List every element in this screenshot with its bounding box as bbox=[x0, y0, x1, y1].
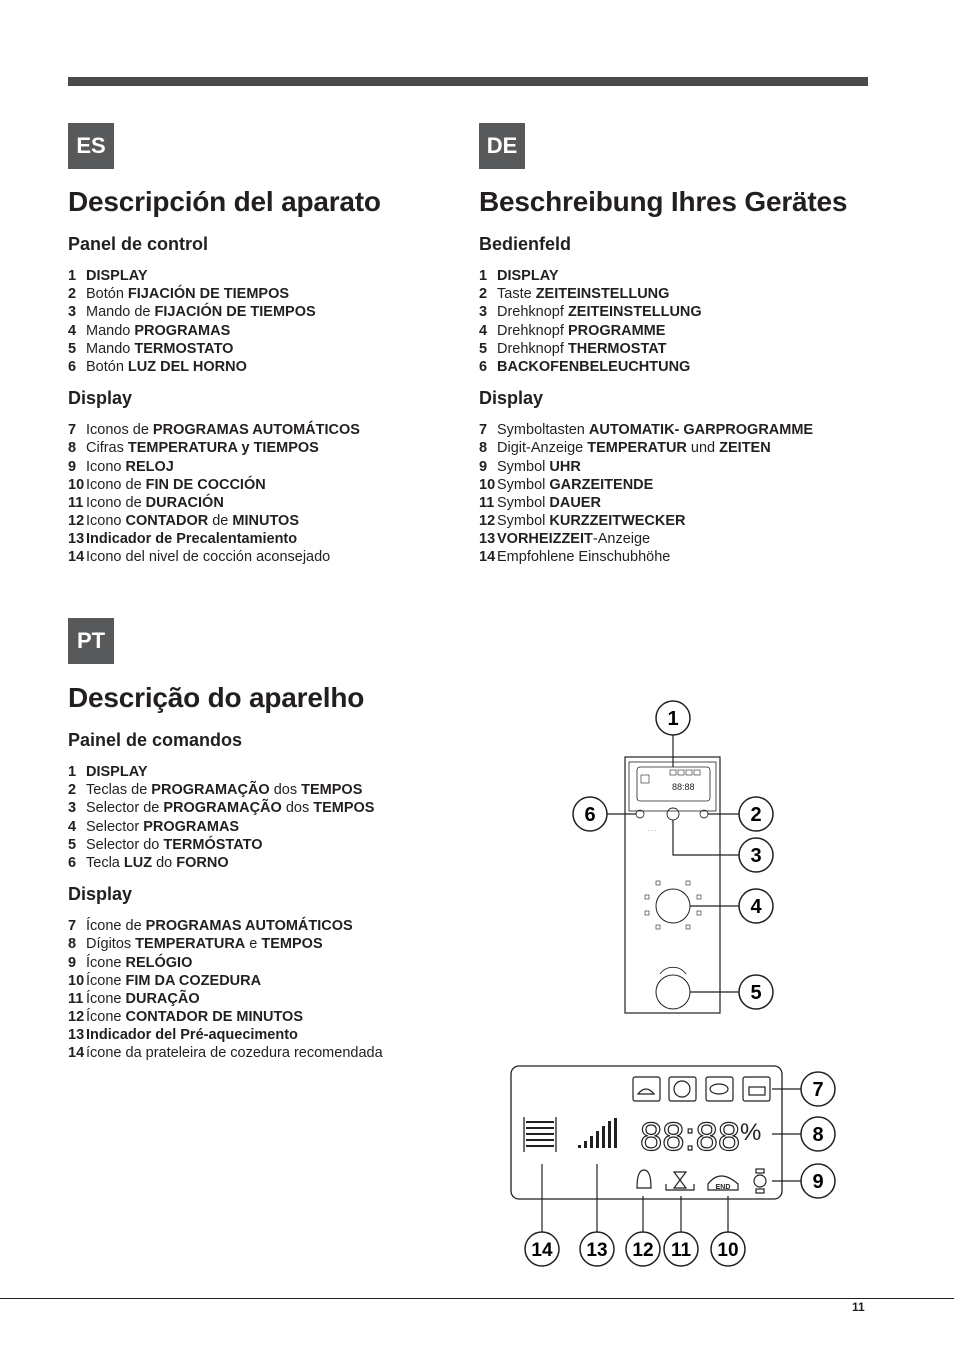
item-text: Icono bbox=[86, 458, 126, 475]
item-text: dos bbox=[281, 800, 314, 817]
item-number: 11 bbox=[479, 494, 495, 511]
callout-5 bbox=[739, 975, 773, 1009]
item-text: CONTADOR bbox=[125, 513, 209, 530]
callout-12 bbox=[626, 1232, 660, 1266]
item-text: TERMOSTATO bbox=[134, 340, 234, 357]
display-heading-pt: Display bbox=[68, 884, 133, 905]
list-item bbox=[68, 340, 468, 358]
list-item bbox=[68, 763, 468, 781]
item-text: FIJACIÓN DE TIEMPOS bbox=[154, 304, 316, 321]
item-text: Teclas de bbox=[86, 782, 152, 799]
item-number: 3 bbox=[479, 304, 488, 321]
item-text: Empfohlene Einschubhöhe bbox=[497, 549, 671, 566]
display-list-es bbox=[68, 421, 468, 567]
list-item bbox=[68, 476, 468, 494]
list-item bbox=[479, 548, 879, 566]
list-item bbox=[479, 512, 879, 530]
list-item bbox=[479, 476, 879, 494]
item-text: Symbol bbox=[497, 458, 550, 475]
item-text: Icono de bbox=[86, 494, 146, 511]
svg-text:3: 3 bbox=[750, 845, 762, 867]
item-text: TEMPERATURA y TIEMPOS bbox=[127, 440, 319, 457]
panel-heading-de: Bedienfeld bbox=[479, 234, 572, 254]
panel-list-de bbox=[479, 267, 879, 376]
item-text: Selector do bbox=[86, 836, 164, 853]
item-text: PROGRAMME bbox=[567, 322, 666, 339]
item-number: 13 bbox=[479, 531, 496, 548]
section-de bbox=[479, 186, 879, 567]
item-number: 9 bbox=[68, 954, 77, 971]
item-text: Selector de bbox=[86, 800, 164, 817]
list-item bbox=[68, 799, 468, 817]
item-text: dos bbox=[269, 782, 302, 799]
list-item bbox=[68, 458, 468, 476]
item-text: THERMOSTAT bbox=[567, 340, 667, 357]
item-number: 14 bbox=[68, 1045, 85, 1062]
item-text: Symbol bbox=[497, 494, 550, 511]
item-number: 4 bbox=[68, 818, 77, 835]
item-number: 1 bbox=[479, 268, 488, 284]
item-number: 8 bbox=[68, 936, 77, 953]
item-text: DURACIÓN bbox=[145, 494, 224, 511]
item-text: PROGRAMAÇÃO bbox=[151, 782, 270, 799]
item-text: CONTADOR DE MINUTOS bbox=[125, 1009, 303, 1026]
item-number: 4 bbox=[68, 322, 77, 339]
item-text: UHR bbox=[549, 458, 581, 475]
item-text: KURZZEITWECKER bbox=[549, 513, 686, 530]
callout-1 bbox=[656, 701, 690, 735]
item-text: ícone da prateleira de cozedura recomendada bbox=[86, 1045, 383, 1062]
panel-heading-es: Panel de control bbox=[68, 234, 209, 254]
item-number: 5 bbox=[68, 340, 77, 357]
item-number: 5 bbox=[479, 340, 488, 357]
item-text: FIM DA COZEDURA bbox=[125, 972, 262, 989]
item-number: 2 bbox=[68, 286, 77, 303]
list-item bbox=[68, 917, 468, 935]
section-title-de: Beschreibung Ihres Gerätes bbox=[479, 186, 848, 217]
svg-text:2: 2 bbox=[750, 804, 762, 826]
item-number: 2 bbox=[479, 286, 488, 303]
callout-6 bbox=[573, 797, 607, 831]
svg-text:5: 5 bbox=[750, 982, 762, 1004]
item-text: Ícone bbox=[86, 990, 126, 1007]
lang-badge-es: ES bbox=[68, 123, 114, 169]
item-text: RELÓGIO bbox=[125, 954, 193, 971]
panel-marks-small: · · · bbox=[648, 828, 656, 834]
item-text: Digit-Anzeige bbox=[497, 440, 588, 457]
list-item bbox=[479, 494, 879, 512]
item-number: 8 bbox=[68, 440, 77, 457]
display-digits: 88:88 bbox=[640, 1115, 741, 1159]
item-text: Ícone bbox=[86, 972, 126, 989]
display-list-de bbox=[479, 421, 879, 567]
control-panel-diagram bbox=[560, 695, 810, 1025]
shelf-level-icon bbox=[524, 1117, 556, 1152]
item-number: 6 bbox=[68, 854, 77, 871]
item-text: TEMPOS bbox=[301, 782, 363, 799]
item-number: 12 bbox=[68, 1009, 85, 1026]
list-item bbox=[479, 340, 879, 358]
list-item bbox=[68, 358, 468, 376]
svg-text:6: 6 bbox=[584, 804, 596, 826]
svg-text:4: 4 bbox=[750, 896, 762, 918]
item-number: 12 bbox=[68, 513, 85, 530]
list-item bbox=[479, 358, 879, 376]
panel-list-pt bbox=[68, 763, 468, 872]
callout-7 bbox=[801, 1072, 835, 1106]
callout-14 bbox=[525, 1232, 559, 1266]
item-text: ZEITEINSTELLUNG bbox=[567, 304, 702, 321]
item-number: 3 bbox=[68, 304, 77, 321]
item-text: LUZ bbox=[123, 854, 153, 871]
section-title-pt: Descrição do aparelho bbox=[68, 682, 365, 713]
list-item bbox=[479, 458, 879, 476]
list-item bbox=[479, 530, 879, 548]
item-number: 10 bbox=[68, 972, 85, 989]
item-text: Icono bbox=[86, 513, 126, 530]
item-text: FIJACIÓN DE TIEMPOS bbox=[127, 286, 290, 303]
item-text: Mando bbox=[86, 340, 135, 357]
item-text: de bbox=[208, 513, 233, 530]
item-text: Drehknopf bbox=[497, 340, 568, 357]
item-text: Ícone bbox=[86, 1009, 126, 1026]
item-text: Botón bbox=[86, 286, 128, 303]
percent-symbol: % bbox=[740, 1119, 762, 1146]
item-number: 6 bbox=[68, 358, 77, 375]
item-text: ZEITEINSTELLUNG bbox=[535, 286, 670, 303]
item-number: 10 bbox=[68, 476, 85, 493]
item-text: VORHEIZZEIT bbox=[497, 531, 593, 548]
panel-list-es bbox=[68, 267, 468, 376]
section-pt bbox=[68, 682, 468, 1063]
item-text: ZEITEN bbox=[719, 440, 771, 457]
callout-3 bbox=[739, 838, 773, 872]
item-number: 10 bbox=[479, 476, 496, 493]
list-item bbox=[68, 494, 468, 512]
item-text: RELOJ bbox=[125, 458, 174, 475]
svg-text:14: 14 bbox=[531, 1240, 553, 1261]
item-text: PROGRAMAÇÃO bbox=[163, 800, 282, 817]
item-text: TEMPOS bbox=[313, 800, 375, 817]
list-item bbox=[68, 267, 468, 285]
list-item bbox=[68, 322, 468, 340]
bottom-rule bbox=[0, 1298, 954, 1299]
list-item bbox=[479, 421, 879, 439]
svg-text:11: 11 bbox=[670, 1240, 692, 1261]
item-text: FIN DE COCCIÓN bbox=[145, 476, 266, 493]
callout-2 bbox=[739, 797, 773, 831]
item-text: Icono de bbox=[86, 476, 146, 493]
item-number: 11 bbox=[68, 494, 84, 511]
program-icons bbox=[633, 1077, 770, 1101]
item-number: 8 bbox=[479, 440, 488, 457]
item-text: und bbox=[686, 440, 720, 457]
item-text: BACKOFENBELEUCHTUNG bbox=[497, 358, 691, 375]
clock-icon bbox=[754, 1175, 766, 1187]
item-number: 12 bbox=[479, 513, 496, 530]
svg-text:9: 9 bbox=[812, 1171, 824, 1193]
item-text: Icono del nivel de cocción aconsejado bbox=[86, 549, 331, 566]
svg-text:10: 10 bbox=[717, 1240, 739, 1261]
program-icon-cake bbox=[743, 1077, 770, 1101]
svg-text:13: 13 bbox=[586, 1240, 608, 1261]
callout-11 bbox=[664, 1232, 698, 1266]
item-text: Taste bbox=[497, 286, 536, 303]
list-item bbox=[68, 421, 468, 439]
item-number: 13 bbox=[68, 531, 85, 548]
item-text: FORNO bbox=[176, 854, 229, 871]
list-item bbox=[68, 781, 468, 799]
item-text: DAUER bbox=[549, 494, 601, 511]
list-item bbox=[68, 1044, 468, 1062]
callout-4 bbox=[739, 889, 773, 923]
list-item bbox=[68, 818, 468, 836]
list-item bbox=[479, 267, 879, 285]
item-text: Selector bbox=[86, 818, 144, 835]
item-text: Dígitos bbox=[86, 936, 136, 953]
item-number: 1 bbox=[68, 764, 77, 780]
item-number: 9 bbox=[68, 458, 77, 475]
list-item bbox=[68, 530, 468, 548]
duration-tray-icon bbox=[666, 1184, 694, 1190]
callout-10 bbox=[711, 1232, 745, 1266]
item-number: 3 bbox=[68, 800, 77, 817]
section-title-es: Descripción del aparato bbox=[68, 186, 381, 217]
item-text: DURAÇÃO bbox=[125, 990, 200, 1007]
bell-icon bbox=[637, 1170, 651, 1188]
programs-knob bbox=[656, 889, 690, 923]
svg-text:1: 1 bbox=[667, 708, 679, 730]
item-text: Tecla bbox=[86, 854, 124, 871]
svg-text:8: 8 bbox=[812, 1124, 824, 1146]
list-item bbox=[68, 954, 468, 972]
item-text: PROGRAMAS bbox=[143, 818, 240, 835]
hourglass-icon bbox=[674, 1172, 686, 1188]
item-text: do bbox=[152, 854, 177, 871]
item-text: Mando de bbox=[86, 304, 155, 321]
item-number: 7 bbox=[68, 422, 77, 439]
item-text: LUZ DEL HORNO bbox=[127, 358, 247, 375]
item-text: Mando bbox=[86, 322, 135, 339]
list-item bbox=[68, 285, 468, 303]
list-item bbox=[68, 512, 468, 530]
item-text: Indicador del Pré-aquecimento bbox=[86, 1027, 298, 1044]
list-item bbox=[479, 322, 879, 340]
item-number: 13 bbox=[68, 1027, 85, 1044]
list-item bbox=[68, 1026, 468, 1044]
thermostat-knob bbox=[656, 975, 690, 1009]
list-item bbox=[479, 303, 879, 321]
lang-badge-pt: PT bbox=[68, 618, 114, 664]
mini-display-digits: 88:88 bbox=[672, 782, 695, 792]
panel-heading-pt: Painel de comandos bbox=[68, 730, 243, 750]
end-label: END bbox=[715, 1184, 731, 1191]
list-item bbox=[68, 548, 468, 566]
item-number: 7 bbox=[68, 918, 77, 935]
item-number: 14 bbox=[68, 549, 85, 566]
item-text: Symboltasten bbox=[497, 422, 589, 439]
list-item bbox=[68, 1008, 468, 1026]
list-item bbox=[68, 439, 468, 457]
item-text: Indicador de Precalentamiento bbox=[86, 531, 298, 548]
list-item bbox=[68, 303, 468, 321]
item-number: 1 bbox=[68, 268, 77, 284]
callout-13 bbox=[580, 1232, 614, 1266]
list-item bbox=[68, 972, 468, 990]
item-text: TEMPERATUR bbox=[587, 440, 687, 457]
svg-text:7: 7 bbox=[812, 1079, 824, 1101]
list-item bbox=[479, 439, 879, 457]
list-item bbox=[479, 285, 879, 303]
item-text: Symbol bbox=[497, 476, 550, 493]
item-text: PROGRAMAS AUTOMÁTICOS bbox=[145, 918, 353, 935]
item-text: -Anzeige bbox=[592, 531, 651, 548]
top-rule bbox=[68, 77, 868, 86]
display-heading-es: Display bbox=[68, 388, 133, 409]
item-number: 9 bbox=[479, 458, 488, 475]
item-number: 5 bbox=[68, 836, 77, 853]
preheat-indicator bbox=[578, 1118, 617, 1148]
item-text: Iconos de bbox=[86, 422, 153, 439]
display-diagram bbox=[505, 1060, 845, 1270]
item-number: 6 bbox=[479, 358, 488, 375]
list-item bbox=[68, 836, 468, 854]
item-text: TERMÓSTATO bbox=[163, 836, 263, 853]
item-number: 7 bbox=[479, 422, 488, 439]
item-text: TEMPERATURA bbox=[135, 936, 246, 953]
timer-knob bbox=[667, 808, 679, 820]
item-text: PROGRAMAS bbox=[134, 322, 231, 339]
item-text: Cifras bbox=[86, 440, 128, 457]
lang-badge-de: DE bbox=[479, 123, 525, 169]
display-heading-de: Display bbox=[479, 388, 544, 409]
section-es bbox=[68, 186, 468, 567]
display-list-pt bbox=[68, 917, 468, 1063]
item-text: Drehknopf bbox=[497, 322, 568, 339]
item-text: AUTOMATIK- GARPROGRAMME bbox=[588, 422, 814, 439]
item-text: DISPLAY bbox=[86, 268, 148, 284]
item-text: GARZEITENDE bbox=[549, 476, 654, 493]
callout-8 bbox=[801, 1117, 835, 1151]
callout-9 bbox=[801, 1164, 835, 1198]
item-text: Drehknopf bbox=[497, 304, 568, 321]
item-number: 4 bbox=[479, 322, 488, 339]
item-text: MINUTOS bbox=[232, 513, 299, 530]
item-text: Ícone bbox=[86, 954, 126, 971]
item-text: PROGRAMAS AUTOMÁTICOS bbox=[152, 422, 360, 439]
item-text: DISPLAY bbox=[86, 764, 148, 780]
list-item bbox=[68, 990, 468, 1008]
item-number: 2 bbox=[68, 782, 77, 799]
svg-text:12: 12 bbox=[632, 1240, 654, 1261]
item-text: Botón bbox=[86, 358, 128, 375]
list-item bbox=[68, 854, 468, 872]
item-text: DISPLAY bbox=[497, 268, 559, 284]
item-text: e bbox=[245, 936, 262, 953]
item-text: Ícone de bbox=[86, 918, 146, 935]
item-number: 14 bbox=[479, 549, 496, 566]
item-number: 11 bbox=[68, 990, 84, 1007]
item-text: Symbol bbox=[497, 513, 550, 530]
list-item bbox=[68, 935, 468, 953]
item-text: TEMPOS bbox=[261, 936, 323, 953]
page-number: 11 bbox=[852, 1300, 865, 1314]
